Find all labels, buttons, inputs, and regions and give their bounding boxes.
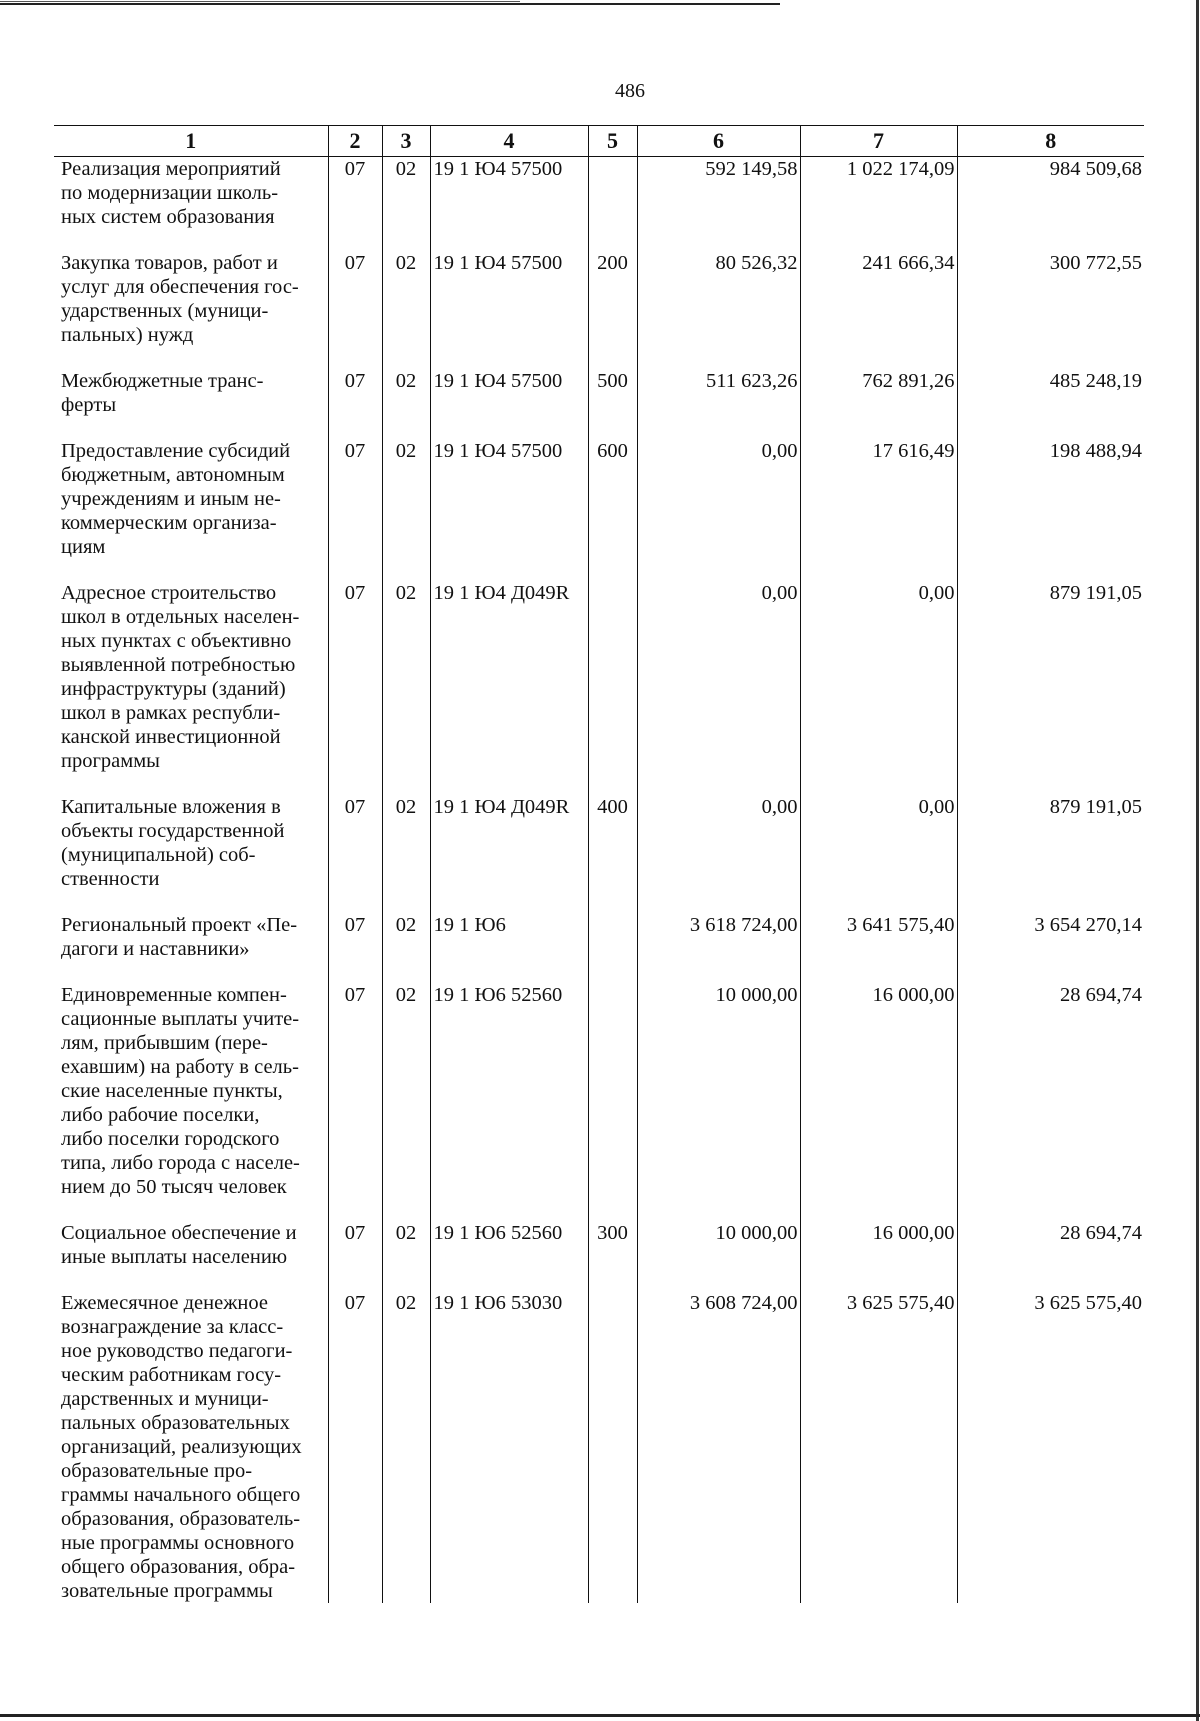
cell-amount-year-3: 984 509,68 [957,157,1144,230]
scan-edge-bottom [0,1714,1200,1717]
budget-table [54,125,1144,1603]
spacer-cell [800,1269,957,1291]
description-line: по модернизации школь- [61,182,279,204]
description-line: типа, либо города с населе- [61,1152,300,1174]
spacer-cell [430,961,588,983]
table-row [54,1221,1144,1269]
description-line: Предоставление субсидий [61,440,291,462]
description-line: Ежемесячное денежное [61,1292,268,1314]
cell-section: 07 [328,157,382,230]
cell-description [54,1221,328,1269]
description-line: коммерческим организа- [61,512,277,534]
description-line: пальных образовательных [61,1412,290,1434]
spacer-cell [430,1269,588,1291]
header-col-3: 3 [382,126,430,157]
cell-amount-year-3: 485 248,19 [957,369,1144,417]
cell-expense-type [588,983,637,1199]
cell-amount-year-1: 0,00 [637,439,800,559]
row-spacer [54,773,1144,795]
table-row [54,369,1144,417]
spacer-cell [800,961,957,983]
cell-section: 07 [328,983,382,1199]
cell-amount-year-2: 3 625 575,40 [800,1291,957,1603]
cell-amount-year-2: 762 891,26 [800,369,957,417]
description-line: дагоги и наставники» [61,938,250,960]
scan-edge-top [0,3,780,5]
header-col-4: 4 [430,126,588,157]
cell-amount-year-2: 3 641 575,40 [800,913,957,961]
cell-subsection: 02 [382,983,430,1199]
spacer-cell [588,891,637,913]
description-line: Закупка товаров, работ и [61,252,278,274]
spacer-cell [637,1199,800,1221]
spacer-cell [54,559,328,581]
description-line: ческим работникам госу- [61,1364,282,1386]
cell-target-article: 19 1 Ю4 57500 [430,369,588,417]
cell-amount-year-1: 0,00 [637,795,800,891]
cell-subsection: 02 [382,157,430,230]
description-line: дарственных и муници- [61,1388,269,1410]
table-row [54,251,1144,347]
description-line: ферты [61,394,117,416]
description-line: зовательные программы [61,1580,273,1602]
cell-amount-year-2: 1 022 174,09 [800,157,957,230]
cell-section: 07 [328,913,382,961]
spacer-cell [637,1269,800,1291]
description-line: канской инвестиционной [61,726,281,748]
spacer-cell [588,1269,637,1291]
description-line: бюджетным, автономным [61,464,285,486]
cell-expense-type: 300 [588,1221,637,1269]
spacer-cell [957,347,1144,369]
cell-amount-year-1: 10 000,00 [637,983,800,1199]
cell-target-article: 19 1 Ю6 53030 [430,1291,588,1603]
cell-expense-type: 400 [588,795,637,891]
description-line: Социальное обеспечение и [61,1222,297,1244]
cell-target-article: 19 1 Ю6 [430,913,588,961]
cell-amount-year-3: 879 191,05 [957,795,1144,891]
cell-subsection: 02 [382,369,430,417]
description-line: образовательные про- [61,1460,253,1482]
row-spacer [54,891,1144,913]
description-line: граммы начального общего [61,1484,301,1506]
description-line: ное руководство педагоги- [61,1340,293,1362]
cell-target-article: 19 1 Ю6 52560 [430,983,588,1199]
table-header [54,126,1144,157]
cell-amount-year-2: 0,00 [800,581,957,773]
description-line: сационные выплаты учите- [61,1008,300,1030]
spacer-cell [54,417,328,439]
cell-amount-year-2: 241 666,34 [800,251,957,347]
row-spacer [54,347,1144,369]
table-row [54,983,1144,1199]
spacer-cell [328,559,382,581]
description-line: ственности [61,868,160,890]
cell-expense-type: 600 [588,439,637,559]
cell-section: 07 [328,1291,382,1603]
spacer-cell [430,891,588,913]
table-row [54,1291,1144,1603]
cell-amount-year-3: 3 625 575,40 [957,1291,1144,1603]
cell-description [54,251,328,347]
spacer-cell [54,891,328,913]
cell-section: 07 [328,439,382,559]
description-line: ударственных (муници- [61,300,269,322]
spacer-cell [957,891,1144,913]
spacer-cell [588,347,637,369]
row-spacer [54,417,1144,439]
cell-section: 07 [328,251,382,347]
cell-amount-year-1: 10 000,00 [637,1221,800,1269]
cell-amount-year-2: 0,00 [800,795,957,891]
cell-description [54,439,328,559]
description-line: ехавшим) на работу в сель- [61,1056,299,1078]
cell-amount-year-3: 198 488,94 [957,439,1144,559]
spacer-cell [382,961,430,983]
spacer-cell [328,1269,382,1291]
scan-edge-right [1196,0,1199,1721]
cell-expense-type: 500 [588,369,637,417]
cell-section: 07 [328,1221,382,1269]
spacer-cell [328,229,382,251]
spacer-cell [382,891,430,913]
spacer-cell [588,1199,637,1221]
spacer-cell [957,417,1144,439]
spacer-cell [957,559,1144,581]
scan-edge-top-thin [0,1,520,2]
spacer-cell [54,229,328,251]
spacer-cell [382,1199,430,1221]
header-col-2: 2 [328,126,382,157]
cell-amount-year-1: 3 608 724,00 [637,1291,800,1603]
spacer-cell [382,559,430,581]
cell-description [54,581,328,773]
table-row [54,795,1144,891]
spacer-cell [588,961,637,983]
cell-amount-year-1: 3 618 724,00 [637,913,800,961]
cell-subsection: 02 [382,795,430,891]
description-line: иные выплаты населению [61,1246,288,1268]
spacer-cell [800,773,957,795]
cell-amount-year-3: 28 694,74 [957,1221,1144,1269]
cell-expense-type [588,581,637,773]
row-spacer [54,229,1144,251]
spacer-cell [800,891,957,913]
cell-amount-year-1: 511 623,26 [637,369,800,417]
cell-target-article: 19 1 Ю4 57500 [430,251,588,347]
description-line: ных систем образования [61,206,275,228]
spacer-cell [328,1199,382,1221]
description-line: Единовременные компен- [61,984,287,1006]
spacer-cell [54,1199,328,1221]
spacer-cell [328,891,382,913]
cell-target-article: 19 1 Ю4 57500 [430,157,588,230]
cell-amount-year-3: 28 694,74 [957,983,1144,1199]
description-line: Адресное строительство [61,582,277,604]
row-spacer [54,1269,1144,1291]
cell-amount-year-3: 879 191,05 [957,581,1144,773]
cell-description [54,157,328,230]
spacer-cell [382,773,430,795]
description-line: нием до 50 тысяч человек [61,1176,287,1198]
header-col-7: 7 [800,126,957,157]
description-line: циям [61,536,106,558]
table-row [54,439,1144,559]
spacer-cell [382,229,430,251]
cell-description [54,983,328,1199]
spacer-cell [430,1199,588,1221]
spacer-cell [957,229,1144,251]
spacer-cell [957,1199,1144,1221]
cell-description [54,1291,328,1603]
spacer-cell [800,347,957,369]
spacer-cell [800,559,957,581]
cell-section: 07 [328,581,382,773]
cell-subsection: 02 [382,581,430,773]
spacer-cell [430,347,588,369]
spacer-cell [328,347,382,369]
cell-target-article: 19 1 Ю6 52560 [430,1221,588,1269]
description-line: общего образования, обра- [61,1556,296,1578]
cell-subsection: 02 [382,1221,430,1269]
spacer-cell [957,1269,1144,1291]
spacer-cell [430,773,588,795]
header-col-5: 5 [588,126,637,157]
description-line: либо рабочие поселки, [61,1104,260,1126]
spacer-cell [637,347,800,369]
spacer-cell [54,773,328,795]
description-line: учреждениям и иным не- [61,488,281,510]
cell-subsection: 02 [382,1291,430,1603]
description-line: ные программы основного [61,1532,295,1554]
page-number: 486 [615,80,645,102]
spacer-cell [328,417,382,439]
spacer-cell [54,1269,328,1291]
description-line: объекты государственной [61,820,285,842]
cell-expense-type [588,1291,637,1603]
description-line: выявленной потребностью [61,654,296,676]
description-line: услуг для обеспечения гос- [61,276,299,298]
spacer-cell [328,961,382,983]
spacer-cell [54,961,328,983]
spacer-cell [588,229,637,251]
description-line: Межбюджетные транс- [61,370,264,392]
description-line: пальных) нужд [61,324,194,346]
description-line: вознаграждение за класс- [61,1316,284,1338]
cell-subsection: 02 [382,439,430,559]
spacer-cell [637,229,800,251]
spacer-cell [800,229,957,251]
cell-expense-type: 200 [588,251,637,347]
cell-description [54,913,328,961]
description-line: инфраструктуры (зданий) [61,678,286,700]
header-row [54,126,1144,157]
cell-amount-year-3: 300 772,55 [957,251,1144,347]
spacer-cell [430,417,588,439]
spacer-cell [382,347,430,369]
description-line: ных пунктах с объективно [61,630,292,652]
spacer-cell [382,417,430,439]
description-line: Реализация мероприятий [61,158,281,180]
spacer-cell [800,417,957,439]
cell-description [54,795,328,891]
spacer-cell [637,961,800,983]
spacer-cell [588,417,637,439]
description-line: лям, прибывшим (пере- [61,1032,268,1054]
spacer-cell [637,891,800,913]
cell-target-article: 19 1 Ю4 Д049R [430,795,588,891]
spacer-cell [54,347,328,369]
description-line: программы [61,750,160,772]
header-col-1: 1 [54,126,328,157]
cell-expense-type [588,157,637,230]
table-body [54,157,1144,1604]
cell-amount-year-1: 592 149,58 [637,157,800,230]
description-line: образования, образователь- [61,1508,301,1530]
cell-amount-year-1: 0,00 [637,581,800,773]
spacer-cell [430,559,588,581]
description-line: организаций, реализующих [61,1436,302,1458]
spacer-cell [957,961,1144,983]
row-spacer [54,559,1144,581]
description-line: (муниципальной) соб- [61,844,256,866]
spacer-cell [430,229,588,251]
cell-amount-year-2: 17 616,49 [800,439,957,559]
header-col-8: 8 [957,126,1144,157]
row-spacer [54,961,1144,983]
header-col-6: 6 [637,126,800,157]
table-row [54,581,1144,773]
cell-section: 07 [328,795,382,891]
cell-subsection: 02 [382,913,430,961]
spacer-cell [800,1199,957,1221]
spacer-cell [382,1269,430,1291]
spacer-cell [328,773,382,795]
cell-target-article: 19 1 Ю4 57500 [430,439,588,559]
cell-description [54,369,328,417]
description-line: Региональный проект «Пе- [61,914,298,936]
spacer-cell [637,559,800,581]
spacer-cell [637,773,800,795]
cell-amount-year-3: 3 654 270,14 [957,913,1144,961]
cell-target-article: 19 1 Ю4 Д049R [430,581,588,773]
cell-amount-year-2: 16 000,00 [800,983,957,1199]
row-spacer [54,1199,1144,1221]
description-line: Капитальные вложения в [61,796,281,818]
description-line: либо поселки городского [61,1128,280,1150]
spacer-cell [637,417,800,439]
cell-expense-type [588,913,637,961]
description-line: ские населенные пункты, [61,1080,283,1102]
cell-subsection: 02 [382,251,430,347]
cell-amount-year-2: 16 000,00 [800,1221,957,1269]
spacer-cell [588,773,637,795]
cell-section: 07 [328,369,382,417]
description-line: школ в рамках республи- [61,702,281,724]
spacer-cell [957,773,1144,795]
table-row [54,157,1144,230]
spacer-cell [588,559,637,581]
table-row [54,913,1144,961]
cell-amount-year-1: 80 526,32 [637,251,800,347]
description-line: школ в отдельных населен- [61,606,300,628]
